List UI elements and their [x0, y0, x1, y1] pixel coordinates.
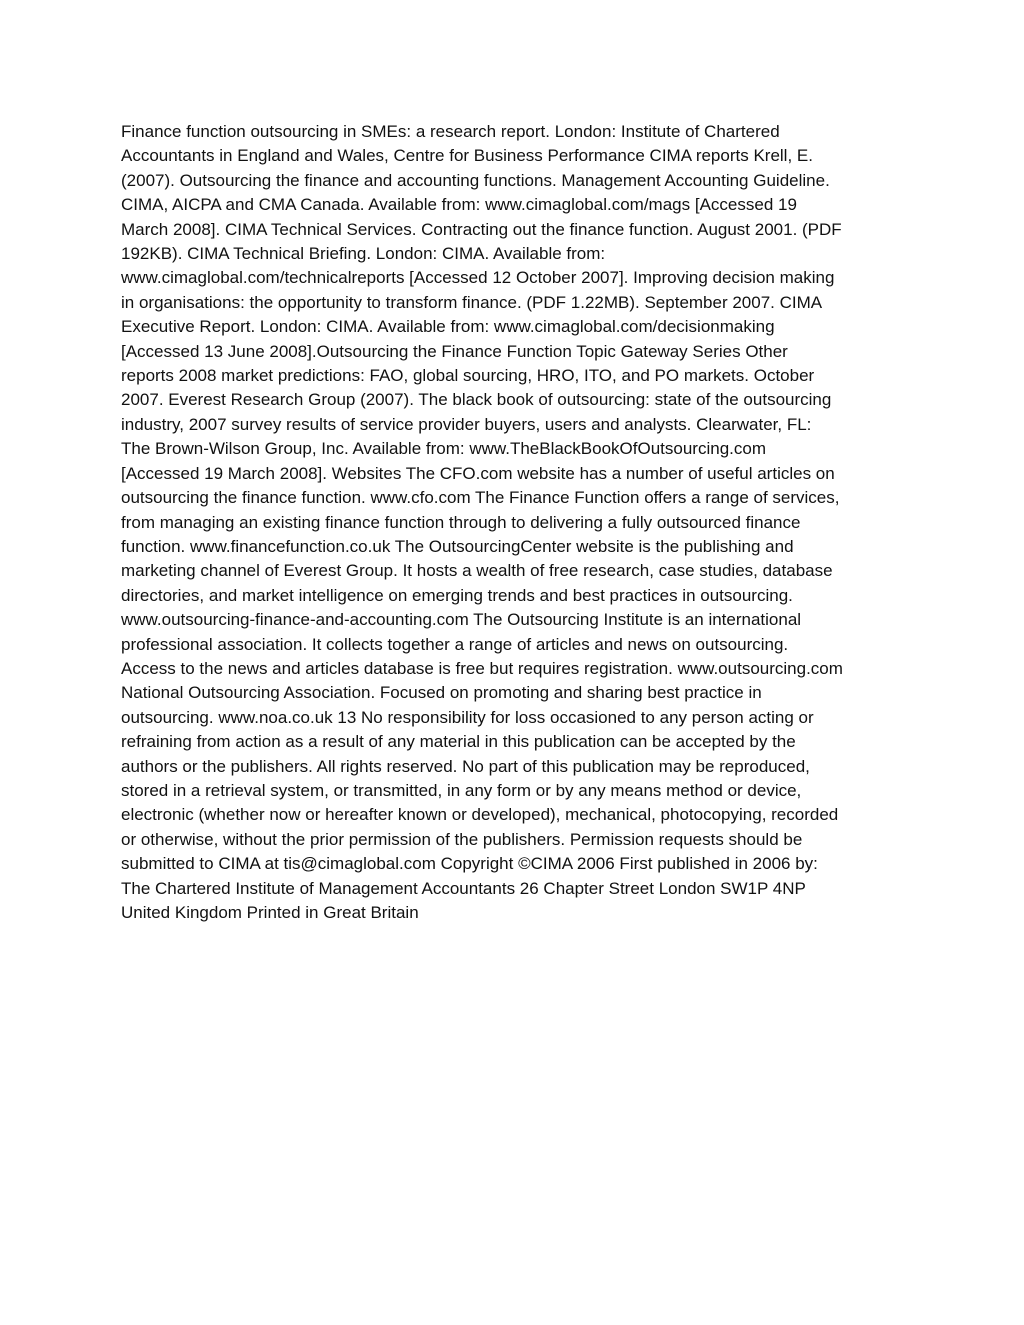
- text-line: National Outsourcing Association. Focused on promoting and sharing best practice in: [121, 683, 762, 703]
- text-line: CIMA, AICPA and CMA Canada. Available from: www.cimaglobal.com/mags [Accessed 19: [121, 195, 797, 215]
- text-line: outsourcing. www.noa.co.uk 13 No responsibility for loss occasioned to any person acting or: [121, 707, 814, 727]
- text-line: March 2008]. CIMA Technical Services. Contracting out the finance function. August 2001. (PDF: [121, 219, 842, 239]
- text-line: electronic (whether now or hereafter known or developed), mechanical, photocopying, recorded: [121, 805, 839, 825]
- text-line: 2007. Everest Research Group (2007). The black book of outsourcing: state of the outsourcing: [121, 390, 832, 410]
- text-line: www.outsourcing-finance-and-accounting.com The Outsourcing Institute is an international: [121, 610, 802, 630]
- text-line: The Chartered Institute of Management Accountants 26 Chapter Street London SW1P 4NP: [121, 878, 806, 898]
- body-text: [121, 120, 921, 925]
- text-line: 192KB). CIMA Technical Briefing. London: CIMA. Available from:: [121, 244, 606, 264]
- text-line: reports 2008 market predictions: FAO, global sourcing, HRO, ITO, and PO markets. October: [121, 366, 815, 386]
- text-line: directories, and market intelligence on emerging trends and best practices in outsourcing.: [121, 585, 793, 605]
- text-line: authors or the publishers. All rights reserved. No part of this publication may be reproduced,: [121, 756, 810, 776]
- text-line: Executive Report. London: CIMA. Available from: www.cimaglobal.com/decisionmaking: [121, 317, 775, 337]
- text-line: [Accessed 13 June 2008].Outsourcing the Finance Function Topic Gateway Series Other: [121, 341, 788, 361]
- text-line: [Accessed 19 March 2008]. Websites The CFO.com website has a number of useful articles on: [121, 463, 835, 483]
- text-line: function. www.financefunction.co.uk The OutsourcingCenter website is the publishing and: [121, 536, 794, 556]
- text-line: outsourcing the finance function. www.cfo.com The Finance Function offers a range of services,: [121, 488, 840, 508]
- text-line: or otherwise, without the prior permission of the publishers. Permission requests should be: [121, 829, 803, 849]
- text-line: in organisations: the opportunity to transform finance. (PDF 1.22MB). September 2007. CIMA: [121, 292, 823, 312]
- text-line: refraining from action as a result of any material in this publication can be accepted by the: [121, 732, 796, 752]
- text-line: professional association. It collects together a range of articles and news on outsourcing.: [121, 634, 789, 654]
- text-line: submitted to CIMA at tis@cimaglobal.com Copyright ©CIMA 2006 First published in 2006 by:: [121, 854, 818, 874]
- text-line: United Kingdom Printed in Great Britain: [121, 903, 419, 922]
- text-line: stored in a retrieval system, or transmitted, in any form or by any means method or device,: [121, 780, 802, 800]
- text-line: from managing an existing finance function through to delivering a fully outsourced finance: [121, 512, 801, 532]
- text-line: www.cimaglobal.com/technicalreports [Accessed 12 October 2007]. Improving decision making: [121, 268, 835, 288]
- text-line: (2007). Outsourcing the finance and accounting functions. Management Accounting Guideline.: [121, 170, 830, 190]
- text-line: The Brown-Wilson Group, Inc. Available from: www.TheBlackBookOfOutsourcing.com: [121, 439, 766, 459]
- text-line: industry, 2007 survey results of service provider buyers, users and analysts. Clearwater, FL:: [121, 414, 812, 434]
- text-line: Access to the news and articles database is free but requires registration. www.outsourcing.com: [121, 658, 843, 678]
- text-line: Accountants in England and Wales, Centre for Business Performance CIMA reports Krell, E.: [121, 146, 813, 166]
- text-line: Finance function outsourcing in SMEs: a research report. London: Institute of Chartered: [121, 122, 780, 141]
- text-line: marketing channel of Everest Group. It hosts a wealth of free research, case studies, database: [121, 561, 833, 581]
